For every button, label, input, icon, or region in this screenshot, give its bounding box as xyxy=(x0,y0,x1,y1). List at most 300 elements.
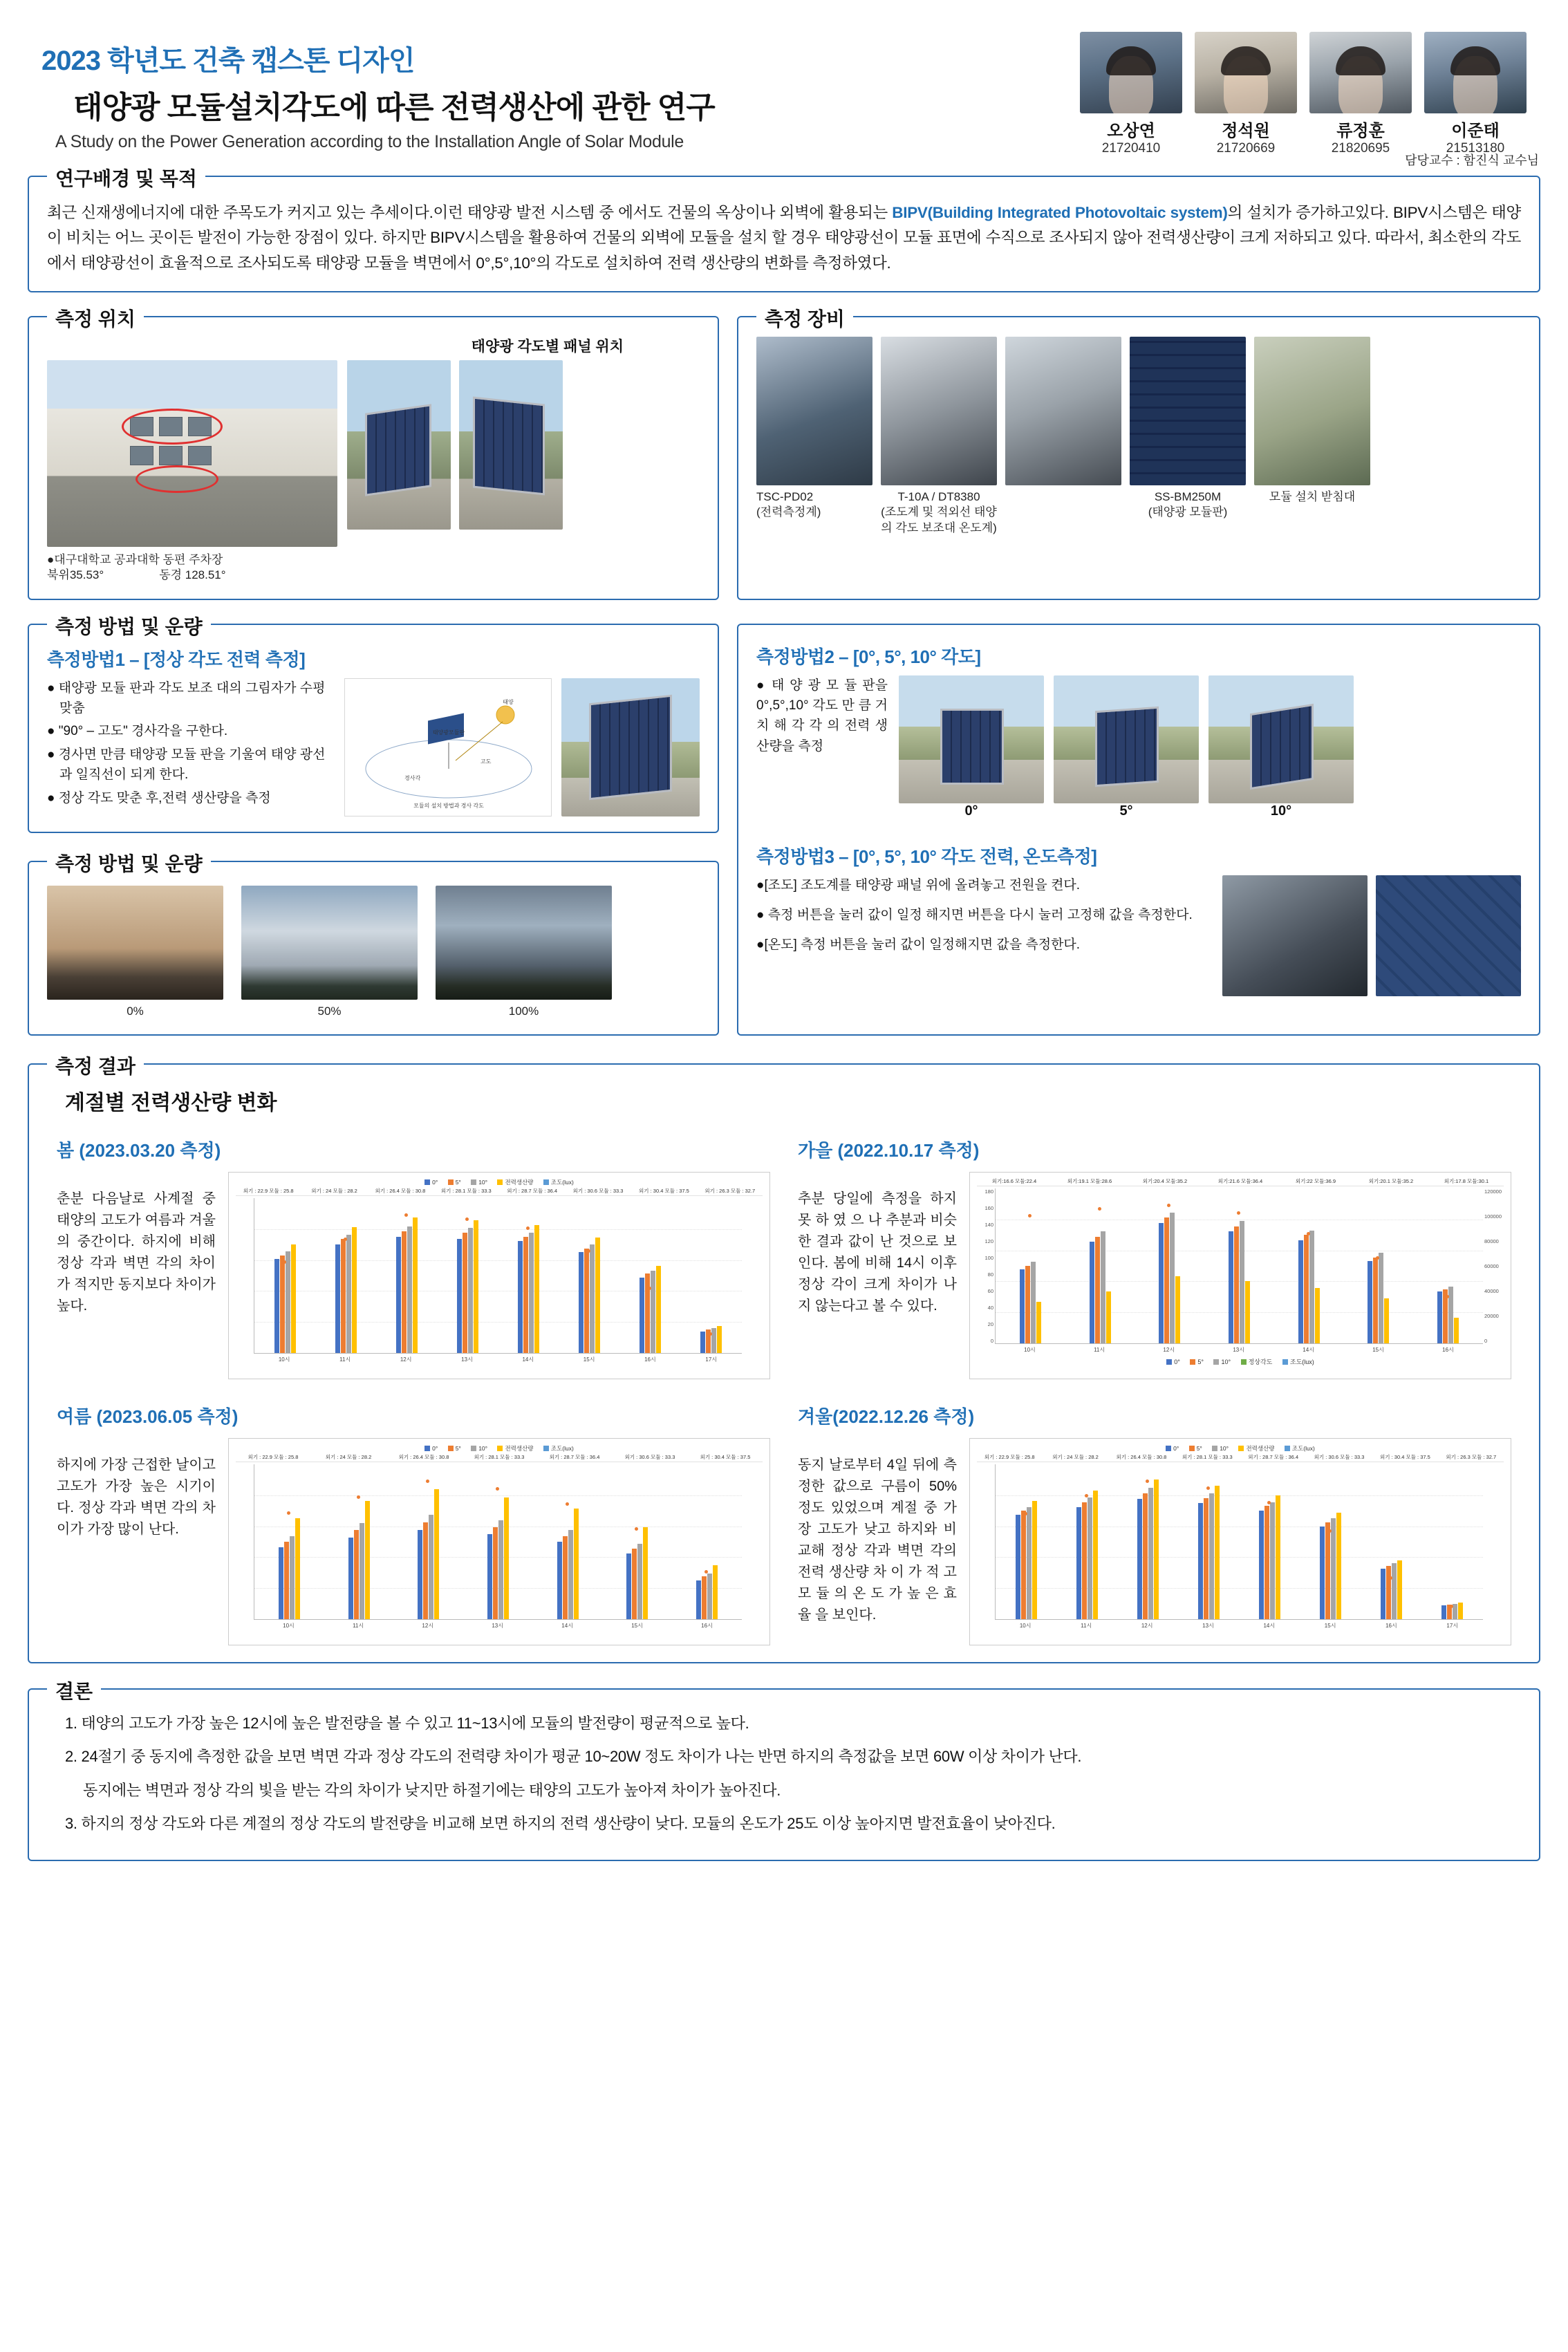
year-title: 2023 학년도 건축 캡스톤 디자인 xyxy=(41,46,415,76)
chart-bar xyxy=(1437,1291,1442,1343)
chart-autumn xyxy=(969,1172,1511,1379)
chart-x-tick: 10시 xyxy=(1019,1622,1032,1629)
chart-bar xyxy=(1020,1269,1025,1343)
chart-legend-autumn: 0° 5° 10° 정상각도 조도(lux) xyxy=(977,1357,1504,1366)
chart-bar xyxy=(352,1227,357,1353)
result-text-winter: 동지 날로부터 4일 뒤에 측정한 값으로 구름이 50%정도 있었으며 계절 중 가장 고도가 낮고 하지와 비교해 정상 각과 벽면 각의 전력 생산량 차 이 가 적 고 모 듈 의 온 도 가 높 은 효 율 을 보인다. xyxy=(798,1457,957,1623)
chart-bar-group xyxy=(640,1198,661,1353)
result-text-spring: 춘분 다음날로 사계절 중 태양의 고도가 여름과 겨울의 중간이다. 하지에 비해 정상 각과 벽면 각의 차이가 적지만 동지보다 차이가 높다. xyxy=(57,1191,216,1314)
chart-summer-th-5: 외기 : 30.6 모듈 : 33.3 xyxy=(624,1453,675,1460)
chart-overlay-point xyxy=(283,1260,286,1264)
chart-spring-th-3: 외기 : 28.1 모듈 : 33.3 xyxy=(440,1187,492,1194)
chart-bar xyxy=(1093,1491,1098,1619)
chart-bar xyxy=(1392,1563,1397,1619)
chart-bar xyxy=(637,1544,642,1619)
chart-bar xyxy=(1082,1502,1087,1619)
chart-bar xyxy=(717,1326,722,1353)
chart-x-tick: 13시 xyxy=(1202,1622,1214,1629)
chart-overlay-point xyxy=(1237,1211,1240,1215)
chart-y2-tick: 40000 xyxy=(1484,1287,1499,1294)
chart-summer xyxy=(228,1438,770,1645)
method1-bullets xyxy=(47,678,335,812)
chart-bar xyxy=(291,1244,296,1353)
chart-overlay-point xyxy=(287,1511,290,1515)
chart-y-tick: 80 xyxy=(987,1271,993,1278)
chart-bar xyxy=(1170,1213,1175,1343)
author-card xyxy=(1424,32,1527,156)
cloud-item xyxy=(47,886,223,1019)
chart-bar-group xyxy=(487,1464,509,1619)
chart-spring-th-7: 외기 : 26.3 모듈 : 32.7 xyxy=(704,1187,756,1194)
chart-bar-group xyxy=(396,1198,418,1353)
chart-bar xyxy=(579,1252,584,1353)
chart-bar-group xyxy=(1229,1188,1250,1343)
chart-bar xyxy=(523,1237,528,1353)
chart-bar-group xyxy=(1259,1464,1280,1619)
author-id: 21513180 xyxy=(1446,141,1505,156)
chart-y2-tick: 60000 xyxy=(1484,1262,1499,1269)
chart-bar xyxy=(1027,1507,1032,1619)
chart-bar xyxy=(1025,1266,1030,1343)
chart-overlay-point xyxy=(566,1502,569,1506)
chart-winter-xlabels xyxy=(995,1622,1483,1630)
chart-bar xyxy=(1379,1253,1383,1343)
chart-summer-datatable xyxy=(236,1454,763,1462)
chart-overlay-point xyxy=(1446,1295,1449,1298)
chart-bar xyxy=(590,1244,595,1353)
chart-bar-group xyxy=(696,1464,718,1619)
cloud-item xyxy=(436,886,612,1019)
chart-bar xyxy=(1368,1261,1372,1343)
chart-x-tick: 12시 xyxy=(400,1356,412,1363)
chart-summer-th-6: 외기 : 30.4 모듈 : 37.5 xyxy=(700,1453,751,1460)
chart-summer-th-3: 외기 : 28.1 모듈 : 33.3 xyxy=(474,1453,525,1460)
chart-autumn-th-6: 외기:17.8 모듈:30.1 xyxy=(1444,1177,1489,1184)
highlight-ellipse-upper xyxy=(122,409,223,445)
chart-bar xyxy=(360,1523,364,1619)
chart-bar xyxy=(1458,1603,1463,1619)
chart-bar-group xyxy=(457,1198,478,1353)
chart-bar xyxy=(1229,1231,1233,1343)
chart-overlay-point xyxy=(344,1238,347,1241)
building-photo xyxy=(47,360,337,547)
chart-bar xyxy=(487,1534,492,1619)
chart-winter-th-3: 외기 : 28.1 모듈 : 33.3 xyxy=(1182,1453,1233,1460)
chart-x-tick: 15시 xyxy=(583,1356,595,1363)
section-results xyxy=(28,1055,1540,1663)
cloud-label-2: 100% xyxy=(508,1004,539,1018)
equipment-photo-tripod xyxy=(1005,337,1121,485)
panel-photo-a xyxy=(347,360,451,530)
chart-bar xyxy=(1088,1497,1092,1619)
equipment-name-2: SS-BM250M xyxy=(1154,490,1222,504)
chart-bar xyxy=(702,1576,707,1619)
section-cloud xyxy=(28,852,719,1036)
chart-bar xyxy=(1209,1493,1214,1619)
chart-autumn-th-3: 외기:21.6 모듈:36.4 xyxy=(1217,1177,1263,1184)
chart-bar xyxy=(700,1332,705,1353)
section-equipment xyxy=(737,308,1540,599)
equipment-photo-t10a xyxy=(881,337,997,485)
chart-bar xyxy=(498,1520,503,1619)
chart-y-tick: 40 xyxy=(987,1304,993,1311)
chart-bar xyxy=(656,1266,661,1353)
chart-bar xyxy=(1204,1498,1208,1619)
equipment-item xyxy=(881,337,997,535)
chart-bar xyxy=(1031,1262,1036,1343)
method2-label-1: 5° xyxy=(1119,803,1133,819)
section-title-location: 측정 위치 xyxy=(47,304,144,332)
chart-winter-th-0: 외기 : 22.9 모듈 : 25.8 xyxy=(984,1453,1035,1460)
chart-bar xyxy=(1215,1486,1220,1619)
method2-label-2: 10° xyxy=(1270,803,1292,819)
result-title-spring: 봄 (2023.03.20 측정) xyxy=(57,1139,221,1161)
method2-photo-5deg xyxy=(1054,675,1199,803)
chart-bar xyxy=(365,1501,370,1619)
result-title-winter: 겨울(2022.12.26 측정) xyxy=(798,1406,975,1427)
method3-photos xyxy=(1222,875,1521,996)
chart-bar xyxy=(457,1239,462,1353)
chart-winter xyxy=(969,1438,1511,1645)
location-caption-1: ●대구대학교 공과대학 동편 주차장 xyxy=(47,553,223,567)
cloud-label-1: 50% xyxy=(317,1004,342,1018)
svg-text:태양광모듈판: 태양광모듈판 xyxy=(432,729,465,736)
svg-text:고도: 고도 xyxy=(480,758,492,765)
chart-autumn-th-4: 외기:22 모듈:36.9 xyxy=(1295,1177,1336,1184)
chart-bar-groups xyxy=(996,1188,1483,1343)
chart-bar xyxy=(1381,1569,1385,1619)
chart-bar xyxy=(1137,1499,1142,1619)
equipment-photo-tsc xyxy=(756,337,872,485)
chart-bar xyxy=(1386,1566,1391,1619)
chart-bar xyxy=(1270,1502,1275,1619)
chart-overlay-point xyxy=(1206,1486,1210,1490)
chart-bar xyxy=(1336,1513,1341,1619)
methods-row xyxy=(28,600,1540,1036)
chart-bar-group xyxy=(518,1198,539,1353)
chart-y2-tick: 120000 xyxy=(1484,1188,1502,1195)
location-photo-block xyxy=(47,360,337,583)
chart-x-tick: 16시 xyxy=(1442,1346,1454,1353)
chart-spring-th-1: 외기 : 24 모듈 : 28.2 xyxy=(311,1187,357,1194)
chart-summer-plot xyxy=(254,1464,742,1620)
chart-bar xyxy=(290,1536,295,1619)
chart-bar xyxy=(348,1538,353,1619)
highlight-ellipse-lower xyxy=(136,465,218,493)
chart-bar xyxy=(1373,1258,1378,1343)
chart-spring-th-4: 외기 : 28.7 모듈 : 36.4 xyxy=(507,1187,558,1194)
chart-bar xyxy=(707,1574,712,1619)
chart-bar xyxy=(1154,1480,1159,1619)
chart-y-tick: 20 xyxy=(987,1320,993,1327)
avatar xyxy=(1309,32,1412,113)
chart-autumn-th-5: 외기:20.1 모듈:35.2 xyxy=(1368,1177,1414,1184)
chart-bar xyxy=(434,1489,439,1619)
method3-title: 측정방법3 – [0°, 5°, 10° 각도 전력, 온도측정] xyxy=(756,846,1097,867)
method1-photo xyxy=(561,678,700,816)
chart-bar-group xyxy=(1198,1464,1220,1619)
chart-spring-th-5: 외기 : 30.6 모듈 : 33.3 xyxy=(572,1187,624,1194)
chart-bar xyxy=(335,1244,340,1353)
chart-y2-tick: 100000 xyxy=(1484,1213,1502,1220)
chart-x-tick: 13시 xyxy=(1233,1346,1244,1353)
svg-text:모듈의 설치 방법과 경사 각도: 모듈의 설치 방법과 경사 각도 xyxy=(413,802,484,809)
chart-bar xyxy=(474,1220,478,1353)
chart-summer-xlabels xyxy=(254,1622,742,1630)
cloud-item xyxy=(241,886,418,1019)
method2-photo-10deg xyxy=(1208,675,1354,803)
chart-bar xyxy=(1331,1518,1336,1619)
method2-bullet-0: ● 태 양 광 모 듈 판을 0°,5°,10° 각도 만 큼 거 치 해 각 각 의 전력 생산량을 측정 xyxy=(756,678,888,754)
chart-overlay-point xyxy=(496,1487,499,1491)
chart-overlay-point xyxy=(465,1217,469,1221)
chart-x-tick: 14시 xyxy=(1303,1346,1314,1353)
chart-bar xyxy=(1106,1291,1111,1343)
chart-y-tick: 100 xyxy=(984,1254,993,1261)
equipment-name-0: TSC-PD02 xyxy=(756,490,814,504)
chart-bar xyxy=(1036,1302,1041,1343)
chart-bar xyxy=(651,1271,655,1353)
author-name: 이준태 xyxy=(1451,122,1500,140)
section-title-cloud: 측정 방법 및 운량 xyxy=(47,849,211,877)
chart-autumn-xlabels xyxy=(995,1346,1483,1354)
method3-bullet-0: ●[조도] 조도계를 태양광 패널 위에 올려놓고 전원을 켠다. xyxy=(756,877,1081,893)
panel-position-heading: 태양광 각도별 패널 위치 xyxy=(471,339,624,355)
chart-bar-group xyxy=(1441,1464,1463,1619)
chart-bar-group xyxy=(1137,1464,1159,1619)
chart-bar-groups xyxy=(254,1198,742,1353)
chart-x-tick: 15시 xyxy=(631,1622,643,1629)
chart-bar-group xyxy=(1368,1188,1389,1343)
chart-autumn-datatable xyxy=(977,1178,1504,1186)
page-subtitle: A Study on the Power Generation according to the Installation Angle of Solar Module xyxy=(55,132,684,151)
section-conclusion xyxy=(28,1680,1540,1861)
method1-diagram xyxy=(344,678,552,816)
conclusion-list xyxy=(47,1710,1521,1838)
method2-photo-0deg xyxy=(899,675,1044,803)
chart-bar xyxy=(429,1515,433,1619)
chart-bar xyxy=(1143,1493,1148,1619)
chart-bar-group xyxy=(1320,1464,1341,1619)
chart-bar xyxy=(284,1542,289,1619)
chart-x-tick: 12시 xyxy=(1163,1346,1175,1353)
location-caption-2: 북위35.53° xyxy=(47,568,104,582)
equipment-name-1: T-10A / DT8380 xyxy=(897,490,980,504)
chart-autumn-th-0: 외기:16.6 모듈:22.4 xyxy=(991,1177,1037,1184)
chart-overlay-point xyxy=(1024,1512,1027,1515)
chart-y-tick: 180 xyxy=(984,1188,993,1195)
method2-label-0: 0° xyxy=(964,803,978,819)
chart-bar xyxy=(463,1233,467,1353)
method1-bullet-2: ● 경사면 만큼 태양광 모듈 판을 기울여 태양 광선과 일직선이 되게 한다. xyxy=(47,747,326,783)
chart-x-tick: 17시 xyxy=(1446,1622,1459,1629)
chart-winter-th-7: 외기 : 26.3 모듈 : 32.7 xyxy=(1446,1453,1497,1460)
background-text-2: 의 설치가 증가하고있다. BIPV시스템은 태양이 비치는 어느 곳이든 발전이 가능한 장점이 있다. 하지만 BIPV시스템을 활용하여 건물의 외벽에 모듈을 설치 할 경우 태양광선이 모듈 표면에 수직으로 조사되지 않아 전력생산량이 크게 저하되고 있다. 따라서, 최소한의 각도에서 태양광선이 효율적으로 조사되도록 태양광 모듈을 벽면에서 0°,5°,10°의 각도로 설치하여 전력 생산량의 변화를 측정하였다. xyxy=(47,204,1521,272)
result-panel-spring xyxy=(57,1137,770,1379)
author-id: 21820695 xyxy=(1331,141,1390,156)
author-id: 21720410 xyxy=(1101,141,1161,156)
chart-bar xyxy=(1175,1276,1180,1343)
chart-bar xyxy=(563,1536,568,1619)
result-title-autumn: 가을 (2022.10.17 측정) xyxy=(798,1139,980,1161)
chart-bar xyxy=(1234,1226,1239,1343)
equipment-photo-stand xyxy=(1254,337,1370,485)
chart-bar xyxy=(1159,1223,1164,1343)
professor-label: 담당교수 : 함진식 교수님 xyxy=(1405,153,1539,167)
results-heading: 계절별 전력생산량 변화 xyxy=(65,1091,277,1114)
chart-bar xyxy=(529,1233,534,1353)
chart-bar xyxy=(1315,1288,1320,1343)
result-panel-autumn xyxy=(798,1137,1511,1379)
chart-bar xyxy=(1264,1506,1269,1619)
chart-bar xyxy=(1276,1495,1280,1619)
chart-x-tick: 10시 xyxy=(1024,1346,1036,1353)
chart-bar xyxy=(423,1522,428,1619)
chart-bar xyxy=(1304,1235,1309,1343)
chart-bar xyxy=(534,1225,539,1353)
chart-bar xyxy=(413,1217,418,1353)
chart-y-tick: 160 xyxy=(984,1204,993,1211)
equipment-desc-1: (조도계 및 적외선 태양의 각도 보조대 온도계) xyxy=(881,505,997,534)
location-caption-3: 동경 128.51° xyxy=(159,568,226,582)
result-title-summer: 여름 (2023.06.05 측정) xyxy=(57,1406,239,1427)
section-title-equipment: 측정 장비 xyxy=(756,304,853,332)
chart-summer-th-0: 외기 : 22.9 모듈 : 25.8 xyxy=(248,1453,299,1460)
chart-bar xyxy=(574,1509,579,1619)
chart-bar xyxy=(396,1237,401,1353)
chart-bar xyxy=(1309,1231,1314,1343)
conclusion-item-0: 1. 태양의 고도가 가장 높은 12시에 높은 발전량을 볼 수 있고 11~13시에 모듈의 발전량이 평균적으로 높다. xyxy=(65,1714,749,1732)
equipment-photo-module xyxy=(1130,337,1246,485)
chart-summer-th-2: 외기 : 26.4 모듈 : 30.8 xyxy=(398,1453,449,1460)
chart-bar xyxy=(632,1549,637,1619)
chart-overlay-point xyxy=(526,1226,530,1230)
chart-summer-th-1: 외기 : 24 모듈 : 28.2 xyxy=(325,1453,372,1460)
chart-x-tick: 12시 xyxy=(422,1622,434,1629)
chart-overlay-point xyxy=(1146,1480,1149,1483)
background-text-1: 최근 신재생에너지에 대한 주목도가 커지고 있는 추세이다.이런 태양광 발전 시스템 중 에서도 건물의 옥상이나 외벽에 활용되는 xyxy=(47,204,893,221)
background-highlight: BIPV(Building Integrated Photovoltaic system) xyxy=(892,204,1228,221)
chart-overlay-point xyxy=(1167,1204,1170,1207)
chart-bar xyxy=(1032,1501,1037,1619)
method3-photo-temp xyxy=(1376,875,1521,996)
chart-overlay-point xyxy=(404,1213,408,1217)
chart-x-tick: 13시 xyxy=(461,1356,473,1363)
equipment-name-3: 모듈 설치 받침대 xyxy=(1269,490,1356,504)
method3-bullet-1: ● 측정 버튼을 눌러 값이 일정 해지면 버튼을 다시 눌러 고정해 값을 측정한다. xyxy=(756,907,1193,922)
results-grid xyxy=(57,1137,1511,1645)
location-equipment-row xyxy=(28,292,1540,599)
svg-text:경사각: 경사각 xyxy=(404,774,421,781)
chart-spring-th-0: 외기 : 22.9 모듈 : 25.8 xyxy=(243,1187,294,1194)
chart-bar xyxy=(1076,1507,1081,1619)
chart-x-tick: 11시 xyxy=(1081,1622,1092,1629)
chart-y-tick: 120 xyxy=(984,1238,993,1244)
chart-bar xyxy=(1245,1281,1250,1343)
chart-y-tick: 60 xyxy=(987,1287,993,1294)
chart-bar-group xyxy=(1298,1188,1320,1343)
chart-bar-group xyxy=(1090,1188,1111,1343)
chart-spring-th-6: 외기 : 30.4 모듈 : 37.5 xyxy=(639,1187,689,1194)
chart-winter-datatable xyxy=(977,1454,1504,1462)
method1-bullet-0: ● 태양광 모듈 판과 각도 보조 대의 그림자가 수평 맞춤 xyxy=(47,680,326,716)
chart-winter-th-6: 외기 : 30.4 모듈 : 37.5 xyxy=(1380,1453,1430,1460)
chart-bar xyxy=(584,1249,589,1353)
equipment-item xyxy=(1005,337,1121,489)
chart-bar xyxy=(407,1226,412,1353)
chart-autumn-th-1: 외기:19.1 모듈:28.6 xyxy=(1067,1177,1112,1184)
chart-bar xyxy=(1448,1287,1453,1343)
method3-photo-lux xyxy=(1222,875,1368,996)
author-card xyxy=(1080,32,1182,156)
chart-overlay-point xyxy=(357,1495,360,1499)
author-list xyxy=(1080,32,1527,156)
section-title-results: 측정 결과 xyxy=(47,1052,144,1079)
chart-bar-group xyxy=(1381,1464,1402,1619)
chart-bar-group xyxy=(335,1198,357,1353)
chart-overlay-point xyxy=(1098,1207,1101,1211)
chart-y-tick: 0 xyxy=(990,1337,993,1344)
chart-bar xyxy=(1384,1298,1389,1343)
chart-bar xyxy=(626,1553,631,1619)
chart-bar-group xyxy=(1437,1188,1459,1343)
chart-overlay-point xyxy=(587,1249,590,1253)
background-paragraph xyxy=(47,200,1521,276)
chart-bar-groups xyxy=(996,1464,1483,1619)
chart-bar xyxy=(557,1542,562,1619)
chart-x-tick: 10시 xyxy=(283,1622,295,1629)
chart-spring-th-2: 외기 : 26.4 모듈 : 30.8 xyxy=(375,1187,426,1194)
chart-x-tick: 14시 xyxy=(1263,1622,1276,1629)
chart-overlay-point xyxy=(1307,1232,1310,1235)
chart-bar xyxy=(286,1251,290,1353)
section-title-background: 연구배경 및 목적 xyxy=(47,164,205,192)
chart-x-tick: 11시 xyxy=(1094,1346,1105,1353)
chart-bar xyxy=(1095,1237,1100,1343)
chart-x-tick: 17시 xyxy=(705,1356,718,1363)
chart-x-tick: 10시 xyxy=(278,1356,290,1363)
chart-summer-th-4: 외기 : 28.7 모듈 : 36.4 xyxy=(549,1453,600,1460)
conclusion-subitem: 동지에는 벽면과 정상 각의 빛을 받는 각의 차이가 낮지만 하절기에는 태양의 고도가 높아져 차이가 높아진다. xyxy=(83,1781,781,1799)
result-panel-summer xyxy=(57,1403,770,1645)
chart-bar xyxy=(493,1527,498,1619)
method2-bullets xyxy=(756,675,888,757)
chart-legend-summer: 0° 5° 10° 전력생산량 조도(lux) xyxy=(236,1444,763,1453)
conclusion-item-2: 3. 하지의 정상 각도와 다른 계절의 정상 각도의 발전량을 비교해 보면 하지의 전력 생산량이 낮다. 모듈의 온도가 25도 이상 높아지면 발전효율이 낮아진다. xyxy=(65,1815,1056,1833)
chart-winter-th-2: 외기 : 26.4 모듈 : 30.8 xyxy=(1116,1453,1167,1460)
chart-overlay-point xyxy=(635,1527,638,1531)
chart-bar-group xyxy=(626,1464,648,1619)
chart-overlay-point xyxy=(1028,1214,1032,1217)
chart-bar-group xyxy=(348,1464,370,1619)
result-text-summer: 하지에 가장 근접한 날이고 고도가 가장 높은 시기이다. 정상 각과 벽면 각의 차이가 가장 많이 난다. xyxy=(57,1457,216,1537)
chart-spring xyxy=(228,1172,770,1379)
section-title-conclusion: 결론 xyxy=(47,1677,101,1704)
chart-bar xyxy=(279,1547,283,1619)
chart-bar-group xyxy=(1020,1188,1041,1343)
chart-bar-group xyxy=(1076,1464,1098,1619)
chart-bar xyxy=(1198,1503,1203,1619)
panel-photos xyxy=(347,360,563,530)
chart-spring-datatable xyxy=(236,1188,763,1196)
chart-bar xyxy=(1298,1240,1303,1343)
chart-y2-tick: 0 xyxy=(1484,1337,1488,1344)
result-panel-winter xyxy=(798,1403,1511,1645)
method1-title: 측정방법1 – [정상 각도 전력 측정] xyxy=(47,648,306,670)
section-location xyxy=(28,308,719,599)
chart-bar xyxy=(711,1328,716,1353)
avatar xyxy=(1195,32,1297,113)
